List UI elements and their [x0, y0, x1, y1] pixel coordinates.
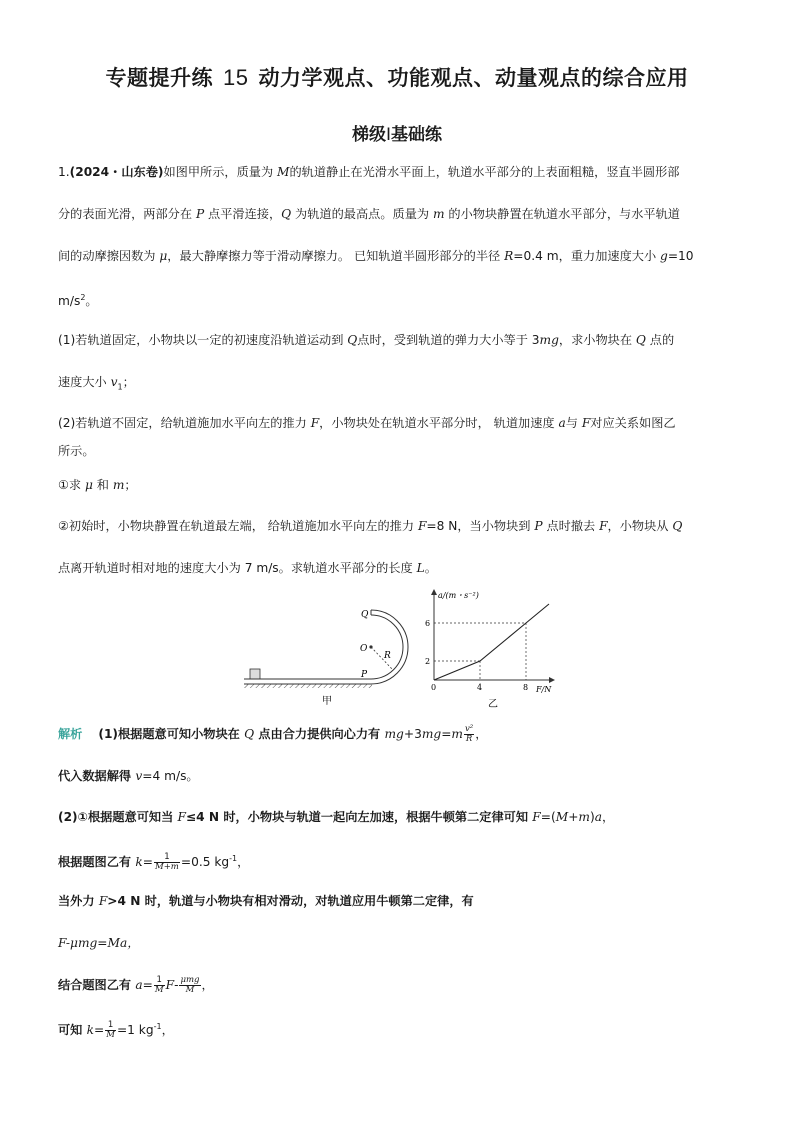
page-title: 专题提升练 15 动力学观点、功能观点、动量观点的综合应用 — [105, 65, 689, 90]
solution-line-8: 可知 k= $\frac{1}{M}$ =1 $kg^{-1}$， — [58, 1020, 174, 1041]
label-P: P — [361, 670, 368, 680]
problem-line-3: 间的动摩擦因数为 μ，最大静摩擦力等于滑动摩擦力。 已知轨道半圆形部分的半径 R=0.4 m，重力加速度大小 g=10 — [58, 249, 694, 263]
sub-question-2-line-2: 点离开轨道时相对地的速度大小为 7 m/s。求轨道水平部分的长度 L。 — [58, 561, 437, 575]
problem-line-1: 1.(2024・山东卷)如图甲所示，质量为 M的轨道静止在光滑水平面上，轨道水平部分的上表面粗糙，竖直半圆形部 — [58, 165, 680, 179]
question-2-line-1: (2)若轨道不固定，给轨道施加水平向左的推力 F，小物块处在轨道水平部分时， 轨道加速度 a与 F对应关系如图乙 — [58, 416, 676, 430]
problem-line-2: 分的表面光滑，两部分在 P 点平滑连接，Q 为轨道的最高点。质量为 m 的小物块静置在轨道水平部分，与水平轨道 — [58, 207, 680, 221]
ground-hatch — [244, 684, 372, 688]
solution-line-1: 解析 (1)根据题意可知小物块在 Q 点由合力提供向心力有 mg+3mg=m $\frac{\text{v²}}{R}$ ， — [58, 724, 488, 744]
solution-line-3: (2)①根据题意可知当 F≤4 N 时，小物块与轨道一起向左加速，根据牛顿第二定律可知 F=(M+m)a， — [58, 810, 615, 824]
label-Q: Q — [361, 610, 369, 620]
x-tick-8: 8 — [523, 683, 529, 692]
caption-jia: 甲 — [322, 696, 332, 707]
label-R: R — [384, 651, 391, 661]
x-axis-label: F/N — [536, 685, 552, 694]
y-tick-2: 2 — [425, 657, 431, 666]
solution-line-6: F-μmg=Ma， — [58, 936, 140, 950]
solution-line-5: 当外力 F>4 N 时，轨道与小物块有相对滑动，对轨道应用牛顿第二定律，有 — [58, 894, 474, 908]
x-tick-0: 0 — [431, 683, 437, 692]
figure-a-f-chart — [412, 586, 562, 710]
solution-line-4: 根据题图乙有 k= $\frac{1}{M+m}$ =0.5 $kg^{-1}$， — [58, 852, 250, 873]
question-1-line-1: (1)若轨道固定，小物块以一定的初速度沿轨道运动到 Q点时，受到轨道的弹力大小等于 3mg，求小物块在 Q 点的 — [58, 333, 675, 347]
solution-tag: 解析 — [58, 727, 83, 741]
block — [250, 669, 260, 679]
problem-line-4: $m/s^2$。 — [58, 293, 98, 309]
question-2-line-2: 所示。 — [58, 444, 95, 458]
solution-line-2: 代入数据解得 v=4 m/s。 — [58, 769, 199, 783]
figure-track-diagram — [238, 598, 418, 708]
y-axis-label: a/(m・s⁻²) — [438, 591, 479, 600]
center-dot — [369, 645, 372, 648]
x-tick-4: 4 — [477, 683, 483, 692]
sub-question-1: ①求 μ 和 m； — [58, 478, 137, 492]
label-O: O — [360, 644, 368, 654]
question-1-line-2: 速度大小 $v_1$； — [58, 375, 135, 392]
semicircle-inner — [371, 615, 403, 679]
solution-line-7: 结合题图乙有 a= $\frac{1}{M}$ F- $\frac{\text{μmg}}{M}$ ， — [58, 975, 214, 995]
sub-question-2-line-1: ②初始时，小物块静置在轨道最左端， 给轨道施加水平向左的推力 F=8 N，当小物块到 P 点时撤去 F，小物块从 Q — [58, 519, 683, 533]
section-heading: 梯级Ⅰ基础练 — [351, 125, 442, 145]
y-tick-6: 6 — [425, 619, 431, 628]
caption-yi: 乙 — [488, 699, 498, 710]
series-line-0 — [434, 604, 549, 680]
